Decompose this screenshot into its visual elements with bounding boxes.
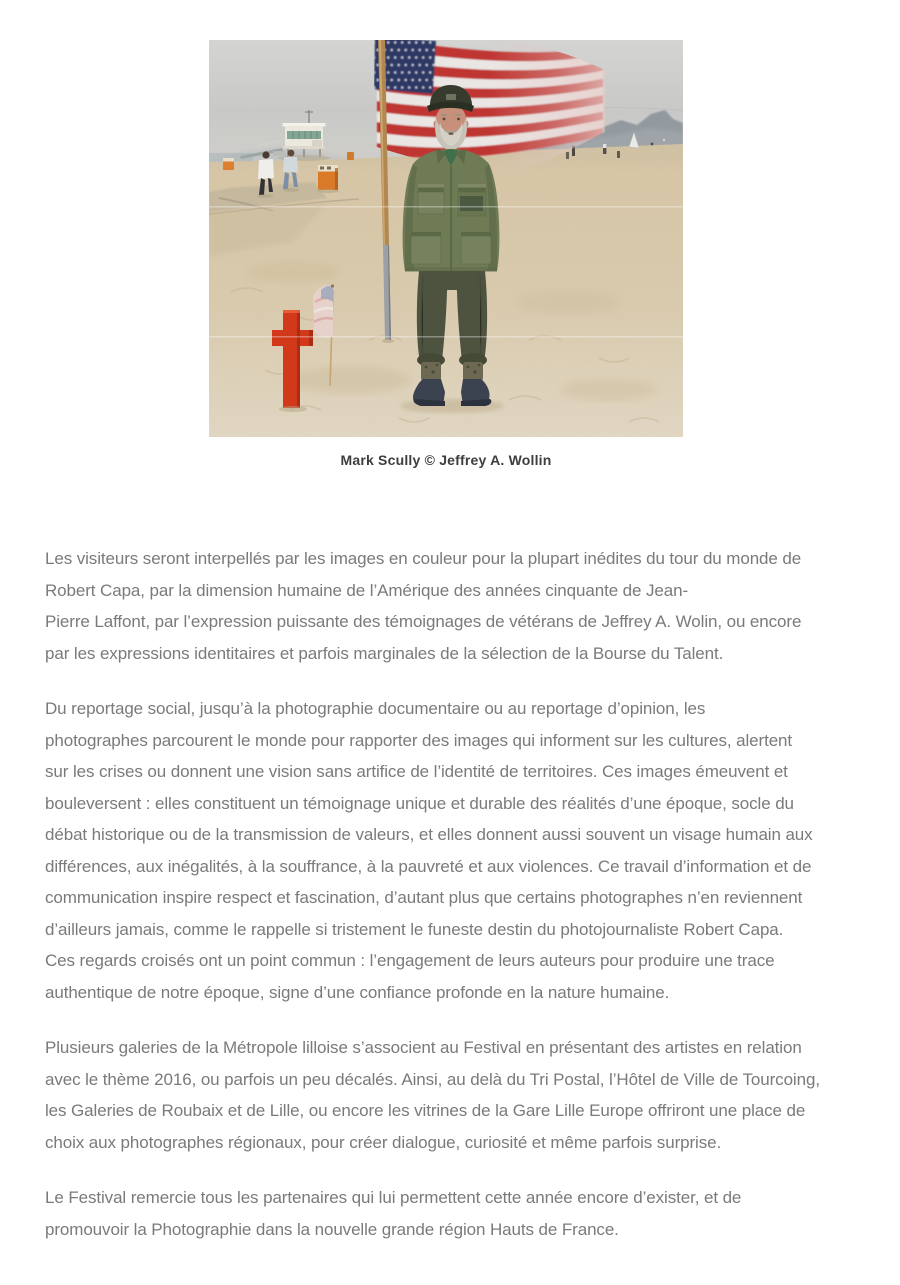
scan-line	[209, 206, 683, 208]
text-line: Plusieurs galeries de la Métropole lilloise s’associent au Festival en présentant des artistes en relation	[45, 1038, 802, 1057]
text-line: photographes parcourent le monde pour rapporter des images qui informent sur les cultures, alertent	[45, 730, 793, 750]
photo-caption: Mark Scully © Jeffrey A. Wollin	[340, 452, 552, 468]
article-body	[45, 543, 857, 1269]
text-line: les Galeries de Roubaix et de Lille, ou encore les vitrines de la Gare Lille Europe offriront une place de	[45, 1101, 806, 1120]
text-line: par les expressions identitaires et parfois marginales de la sélection de la Bourse du Talent.	[45, 643, 724, 663]
text-line: Du reportage social, jusqu’à la photographie documentaire ou au reportage d’opinion, les	[45, 699, 706, 718]
text-line: avec le thème 2016, ou parfois un peu décalés. Ainsi, au delà du Tri Postal, l’Hôtel de Ville de Tourcoing,	[45, 1069, 820, 1089]
text-line: promouvoir la Photographie dans la nouvelle grande région Hauts de France.	[45, 1219, 619, 1239]
beach-portrait-illustration	[209, 40, 683, 437]
article-paragraph	[45, 543, 857, 669]
text-line: bouleversent : elles constituent un témoignage unique et durable des réalités d’une époque, socle du	[45, 793, 794, 813]
article-paragraph	[45, 693, 857, 1008]
text-line: Ces regards croisés ont un point commun : l’engagement de leurs auteurs pour produire une trace	[45, 951, 775, 970]
text-line: authentique de notre époque, signe d’une confiance profonde en la nature humaine.	[45, 982, 670, 1002]
text-line: sur les crises ou donnent une vision sans artifice de l’identité de territoires. Ces images émeuvent et	[45, 762, 788, 781]
scan-line	[209, 336, 683, 338]
article-photo	[209, 40, 683, 437]
article-paragraph	[45, 1032, 857, 1158]
trash-barrel-far	[347, 152, 354, 160]
text-line: Pierre Laffont, par l’expression puissante des témoignages de vétérans de Jeffrey A. Wolin, ou encore	[45, 612, 802, 631]
article-paragraph	[45, 1182, 857, 1245]
text-line: Le Festival remercie tous les partenaires qui lui permettent cette année encore d’exister, et de	[45, 1188, 742, 1207]
text-line: d’ailleurs jamais, comme le rappelle si tristement le funeste destin du photojournaliste Robert Capa.	[45, 919, 784, 939]
text-line: choix aux photographes régionaux, pour créer dialogue, curiosité et même parfois surprise.	[45, 1132, 722, 1152]
text-line: Les visiteurs seront interpellés par les images en couleur pour la plupart inédites du tour du monde de	[45, 549, 802, 568]
text-line: débat historique ou de la transmission de valeurs, et elles donnent aussi souvent un visage humain aux	[45, 825, 813, 844]
trash-barrel-large	[317, 165, 339, 193]
text-line: communication inspire respect et fascination, d’autant plus que certains photographes n’en reviennent	[45, 888, 803, 907]
text-line: Robert Capa, par la dimension humaine de l’Amérique des années cinquante de Jean-	[45, 580, 689, 600]
text-line: différences, aux inégalités, à la souffrance, à la pauvreté et aux violences. Ce travail d’information et de	[45, 856, 812, 876]
